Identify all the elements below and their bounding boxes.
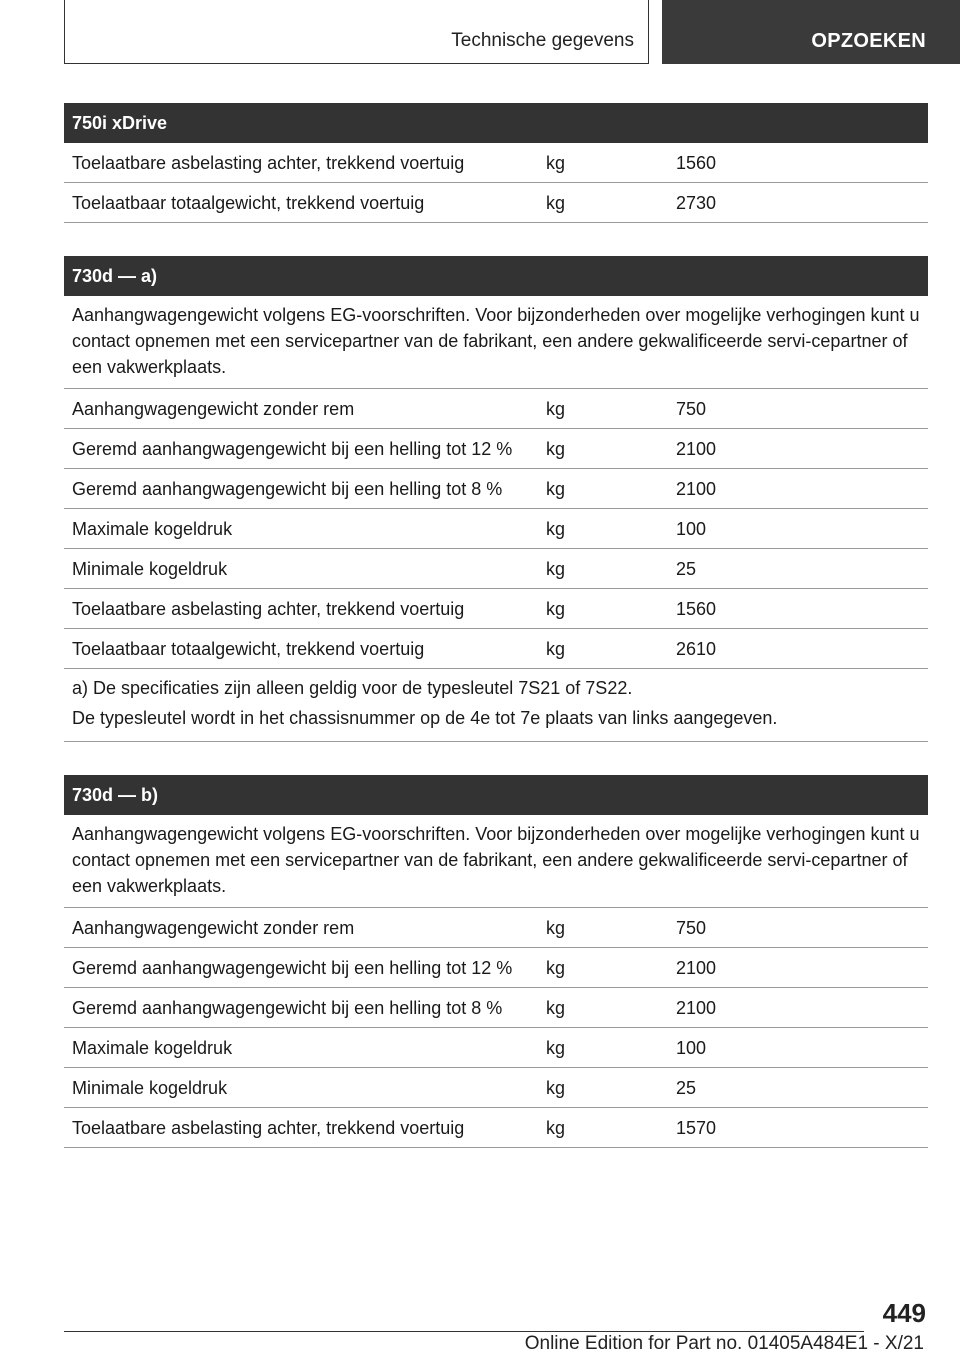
row-label: Geremd aanhangwagengewicht bij een helling tot 8 %	[72, 479, 503, 499]
row-value: 750	[676, 399, 707, 419]
row-unit: kg	[546, 1118, 566, 1138]
table-row	[64, 183, 928, 223]
block-notes	[64, 669, 928, 742]
row-value: 1560	[676, 153, 717, 173]
row-unit: kg	[546, 559, 566, 579]
row-unit: kg	[546, 1078, 566, 1098]
table-row	[64, 908, 928, 948]
footnote: a) De specificaties zijn alleen geldig voor de typesleutel 7S21 of 7S22.	[72, 678, 633, 698]
edition-info: Online Edition for Part no. 01405A484E1 - X/21	[524, 1333, 924, 1354]
block-title: 730d — b)	[64, 775, 928, 815]
page-header	[0, 0, 960, 66]
row-value: 2610	[676, 639, 717, 659]
table-row	[64, 1068, 928, 1108]
row-label: Geremd aanhangwagengewicht bij een helling tot 12 %	[72, 958, 513, 978]
table-row	[64, 143, 928, 183]
spec-block-750i	[64, 103, 928, 223]
row-label: Minimale kogeldruk	[72, 1078, 228, 1098]
row-label: Aanhangwagengewicht zonder rem	[72, 399, 355, 419]
row-unit: kg	[546, 439, 566, 459]
row-unit: kg	[546, 519, 566, 539]
row-unit: kg	[546, 918, 566, 938]
table-row	[64, 1108, 928, 1148]
row-unit: kg	[546, 193, 566, 213]
table-row	[64, 549, 928, 589]
row-value: 2100	[676, 958, 717, 978]
row-label: Toelaatbaar totaalgewicht, trekkend voertuig	[72, 639, 425, 659]
row-unit: kg	[546, 1038, 566, 1058]
row-value: 1560	[676, 599, 717, 619]
row-unit: kg	[546, 399, 566, 419]
row-value: 25	[676, 559, 697, 579]
section-header-box	[64, 0, 649, 64]
table-row	[64, 389, 928, 429]
row-unit: kg	[546, 153, 566, 173]
row-value: 100	[676, 1038, 707, 1058]
row-label: Toelaatbaar totaalgewicht, trekkend voertuig	[72, 193, 425, 213]
lookup-tab-label: OPZOEKEN	[811, 30, 926, 52]
table-row	[64, 1028, 928, 1068]
table-row	[64, 429, 928, 469]
table-row	[64, 469, 928, 509]
row-label: Toelaatbare asbelasting achter, trekkend voertuig	[72, 599, 465, 619]
row-value: 2100	[676, 439, 717, 459]
row-value: 2730	[676, 193, 717, 213]
spec-block-730d-a	[64, 256, 928, 742]
row-label: Minimale kogeldruk	[72, 559, 228, 579]
block-title: 750i xDrive	[64, 103, 928, 143]
row-label: Aanhangwagengewicht zonder rem	[72, 918, 355, 938]
spec-content	[64, 103, 928, 1181]
section-title: Technische gegevens	[451, 30, 634, 51]
row-unit: kg	[546, 479, 566, 499]
table-row	[64, 589, 928, 629]
spec-block-730d-b	[64, 775, 928, 1148]
table-row	[64, 509, 928, 549]
row-value: 1570	[676, 1118, 717, 1138]
row-label: Geremd aanhangwagengewicht bij een helling tot 12 %	[72, 439, 513, 459]
row-label: Toelaatbare asbelasting achter, trekkend voertuig	[72, 153, 465, 173]
block-intro: Aanhangwagengewicht volgens EG-voorschriften. Voor bijzonderheden over mogelijke verhogingen kunt u contact opnemen met een servicepartner van de fabrikant, een andere gekwalificeerde servi-cepartner of een vakwerkplaats.	[64, 815, 928, 908]
block-intro: Aanhangwagengewicht volgens EG-voorschriften. Voor bijzonderheden over mogelijke verhogingen kunt u contact opnemen met een servicepartner van de fabrikant, een andere gekwalificeerde servi-cepartner of een vakwerkplaats.	[64, 296, 928, 389]
row-label: Geremd aanhangwagengewicht bij een helling tot 8 %	[72, 998, 503, 1018]
row-label: Maximale kogeldruk	[72, 519, 233, 539]
lookup-tab[interactable]	[662, 0, 960, 64]
row-unit: kg	[546, 639, 566, 659]
row-label: Toelaatbare asbelasting achter, trekkend voertuig	[72, 1118, 465, 1138]
row-value: 25	[676, 1078, 697, 1098]
row-value: 2100	[676, 479, 717, 499]
row-unit: kg	[546, 599, 566, 619]
page-number: 449	[882, 1298, 926, 1328]
table-row	[64, 629, 928, 669]
row-value: 750	[676, 918, 707, 938]
footer-divider	[64, 1331, 864, 1332]
table-row	[64, 988, 928, 1028]
row-label: Maximale kogeldruk	[72, 1038, 233, 1058]
row-unit: kg	[546, 958, 566, 978]
footnote: De typesleutel wordt in het chassisnummer op de 4e tot 7e plaats van links aangegeven.	[72, 708, 778, 728]
table-row	[64, 948, 928, 988]
block-title: 730d — a)	[64, 256, 928, 296]
row-unit: kg	[546, 998, 566, 1018]
row-value: 2100	[676, 998, 717, 1018]
row-value: 100	[676, 519, 707, 539]
